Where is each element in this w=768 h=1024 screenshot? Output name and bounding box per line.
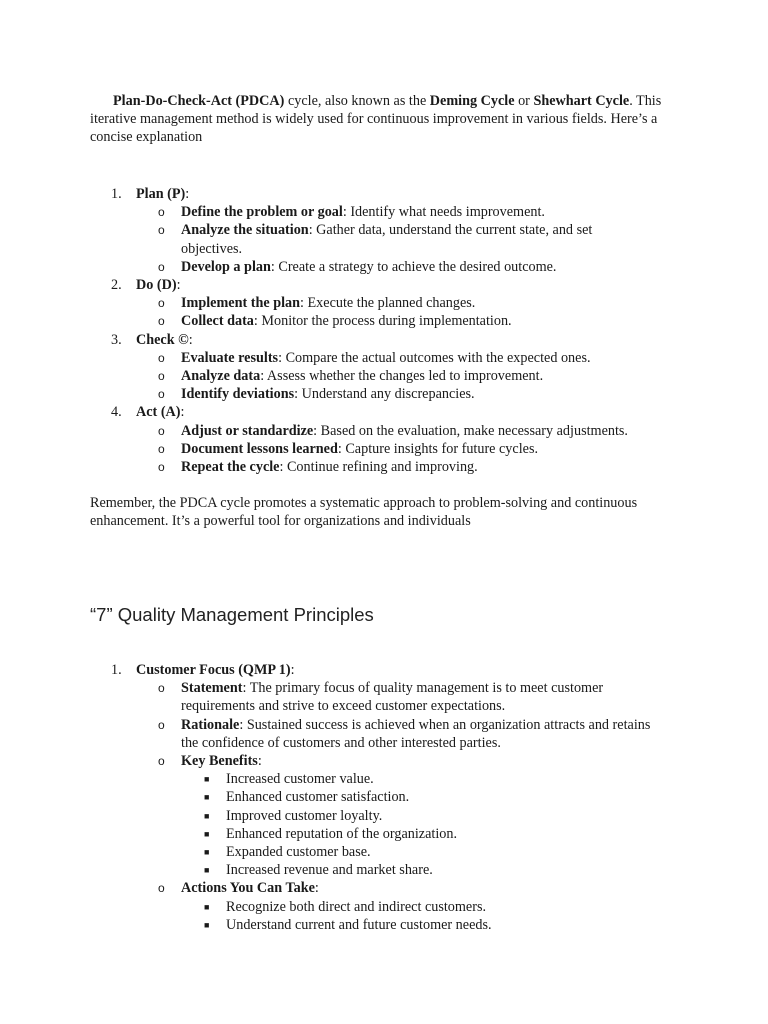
- bullet-icon: o: [158, 423, 165, 438]
- list-item: ■ Increased customer value.: [204, 771, 374, 788]
- square-bullet-icon: ■: [204, 774, 210, 785]
- pdca-list: [0, 185, 768, 476]
- list-item: ■ Enhanced customer satisfaction.: [204, 789, 410, 806]
- bullet-icon: o: [158, 754, 165, 769]
- section-heading: “7” Quality Management Principles: [90, 604, 374, 625]
- bullet-icon: o: [158, 369, 165, 384]
- shewhart-term: Shewhart Cycle: [533, 93, 630, 109]
- list-item: o Evaluate results: Compare the actual outcomes with the expected ones.: [158, 349, 591, 366]
- bullet-icon: o: [158, 717, 165, 732]
- list-item: ■ Improved customer loyalty.: [204, 807, 383, 824]
- remember-paragraph: Remember, the PDCA cycle promotes a systematic approach to problem-solving and continuous enhancement. It’s a powerful tool for organizations and individuals: [90, 495, 638, 530]
- pdca-step-do: 2. Do (D): o Implement the plan: Execute the planned changes. o Collect data: Monitor the process during implementation.: [0, 276, 768, 331]
- deming-term: Deming Cycle: [429, 93, 515, 109]
- list-item: ■ Enhanced reputation of the organization.: [204, 825, 457, 842]
- list-item: o Actions You Can Take: ■ Recognize both direct and indirect customers. ■ Understand current and future customer needs.: [136, 879, 656, 934]
- square-bullet-icon: ■: [204, 865, 210, 876]
- list-item: o Adjust or standardize: Based on the evaluation, make necessary adjustments.: [158, 422, 628, 439]
- list-item: o Analyze the situation: Gather data, understand the current state, and set objectives.: [158, 222, 593, 257]
- list-item: o Develop a plan: Create a strategy to achieve the desired outcome.: [158, 258, 557, 275]
- list-item: o Analyze data: Assess whether the changes led to improvement.: [158, 368, 544, 385]
- bullet-icon: o: [158, 460, 165, 475]
- list-item: ■ Recognize both direct and indirect customers.: [204, 898, 487, 915]
- square-bullet-icon: ■: [204, 901, 210, 912]
- pdca-step-check: 3. Check ©: o Evaluate results: Compare the actual outcomes with the expected ones. o Analyze data: Assess whether the changes led to improvement. o Identify deviations: Understand any discrepancies.: [0, 331, 768, 404]
- qmp-list: [0, 661, 768, 934]
- square-bullet-icon: ■: [204, 810, 210, 821]
- list-item: o Identify deviations: Understand any discrepancies.: [158, 386, 475, 403]
- bullet-icon: o: [158, 350, 165, 365]
- bullet-icon: o: [158, 314, 165, 329]
- bullet-icon: o: [158, 296, 165, 311]
- square-bullet-icon: ■: [204, 919, 210, 930]
- bullet-icon: o: [158, 681, 165, 696]
- list-item: o Repeat the cycle: Continue refining and improving.: [158, 459, 478, 476]
- list-item: ■ Understand current and future customer needs.: [204, 916, 492, 933]
- qmp-customer-focus: 1. Customer Focus (QMP 1): o Statement: The primary focus of quality management is to meet customer requirements and strive to exceed customer expectations. o Rationale: Sustained success is achieved when an organization attracts and retains the confidence of customers and other interested parties. o Key Benefits: ■ Increased customer value. ■ Enhanced customer satisfaction. ■ Improved customer loyalty. ■ Enhanced reputation of the organization. ■ Expanded customer base. ■ Increased revenue and market share. o Actions You Can Take: ■ Recognize both direct and indirect customers. ■ Understand current and future customer needs.: [0, 661, 768, 934]
- intro-paragraph: Plan-Do-Check-Act (PDCA) cycle, also known as the Deming Cycle or Shewhart Cycle. This iterative management method is widely used for continuous improvement in various fields. Here’s a concise explanation: [90, 93, 662, 146]
- bullet-icon: o: [158, 387, 165, 402]
- bullet-icon: o: [158, 441, 165, 456]
- square-bullet-icon: ■: [204, 847, 210, 858]
- list-item: o Collect data: Monitor the process during implementation.: [158, 313, 512, 330]
- pdca-term: Plan-Do-Check-Act (PDCA): [113, 93, 285, 109]
- list-item: o Document lessons learned: Capture insights for future cycles.: [158, 440, 539, 457]
- list-item: o Rationale: Sustained success is achieved when an organization attracts and retains the confidence of customers and other interested parties.: [158, 716, 651, 751]
- list-item: o Implement the plan: Execute the planned changes.: [158, 295, 476, 312]
- square-bullet-icon: ■: [204, 828, 210, 839]
- list-item: o Statement: The primary focus of quality management is to meet customer requirements and strive to exceed customer expectations.: [158, 680, 604, 715]
- pdca-step-act: 4. Act (A): o Adjust or standardize: Based on the evaluation, make necessary adjustments. o Document lessons learned: Capture insights for future cycles. o Repeat the cycle: Continue refining and improving.: [0, 403, 768, 476]
- square-bullet-icon: ■: [204, 792, 210, 803]
- bullet-icon: o: [158, 259, 165, 274]
- list-item: ■ Expanded customer base.: [204, 844, 371, 861]
- bullet-icon: o: [158, 205, 165, 220]
- list-item: o Define the problem or goal: Identify what needs improvement.: [158, 204, 545, 221]
- list-item: ■ Increased revenue and market share.: [204, 862, 433, 879]
- bullet-icon: o: [158, 223, 165, 238]
- pdca-step-plan: 1. Plan (P): o Define the problem or goal: Identify what needs improvement. o Analyze the situation: Gather data, understand the current state, and set objectives. o Develop a plan: Create a strategy to achieve the desired outcome.: [0, 185, 768, 276]
- bullet-icon: o: [158, 881, 165, 896]
- list-item: o Key Benefits: ■ Increased customer value. ■ Enhanced customer satisfaction. ■ Improved customer loyalty. ■ Enhanced reputation of the organization. ■ Expanded customer base. ■ Increased revenue and market share.: [136, 752, 656, 879]
